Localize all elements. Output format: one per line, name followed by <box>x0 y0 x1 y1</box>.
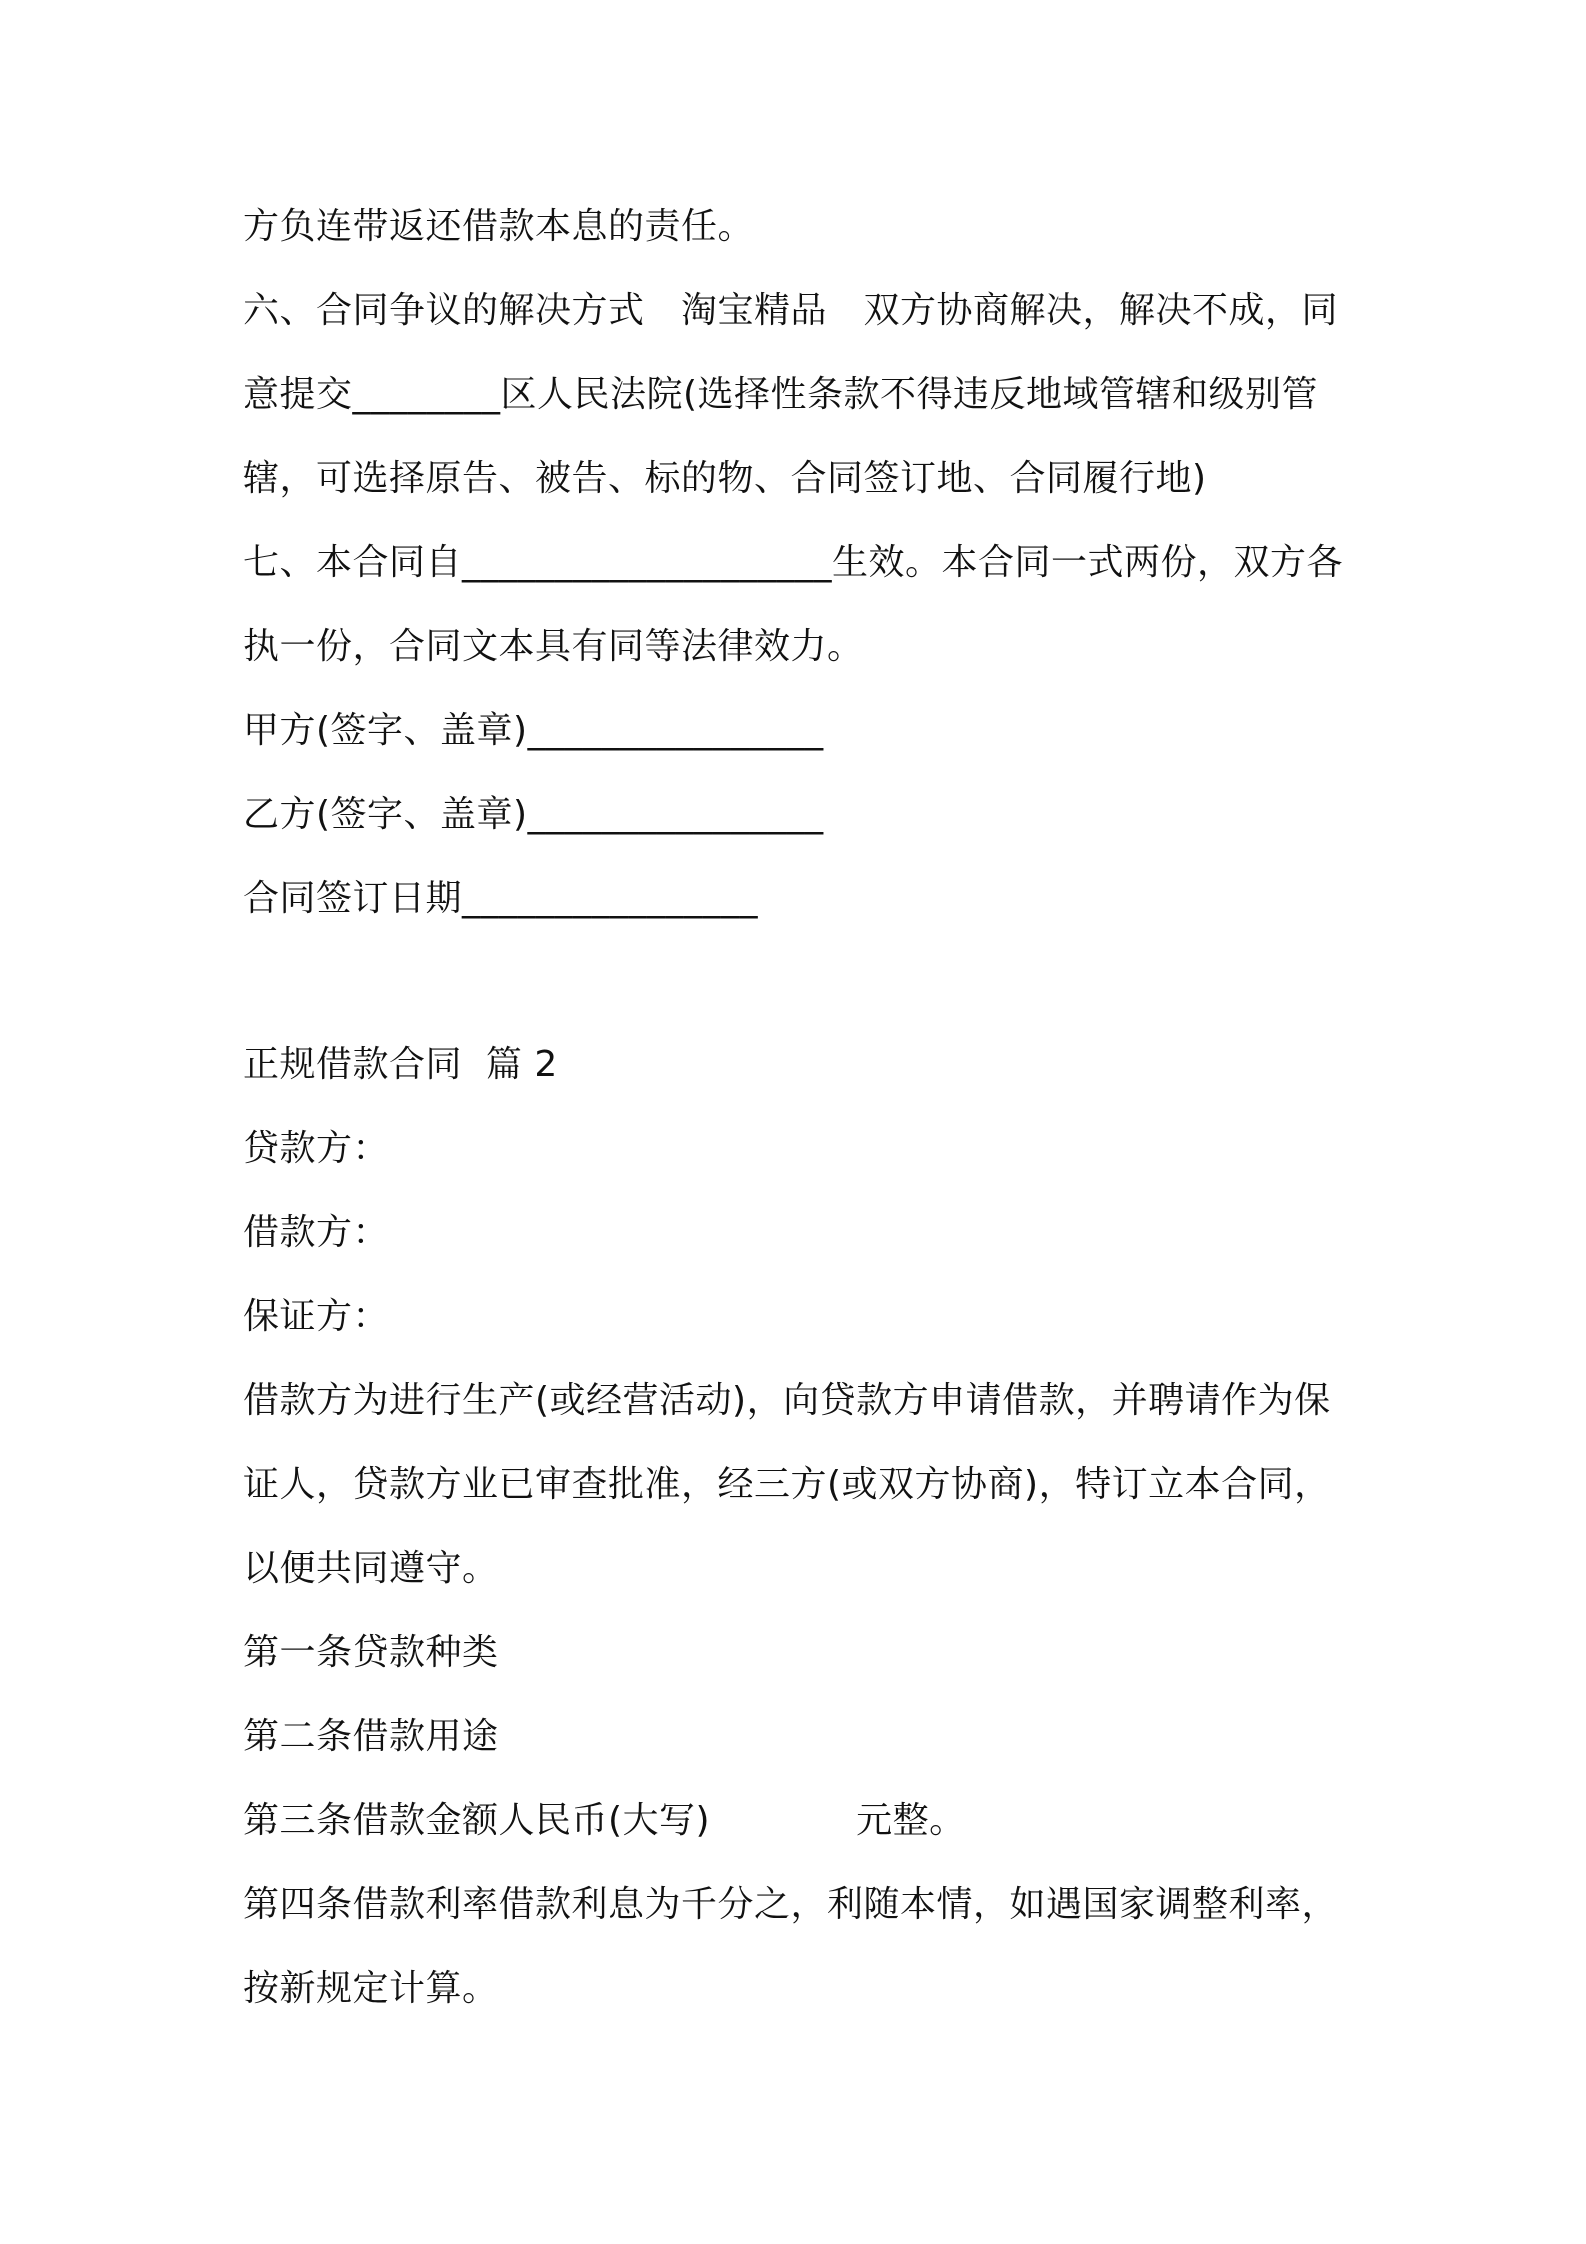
text-line: 七、本合同自____________________生效。本合同一式两份，双方各 <box>243 542 1344 583</box>
text-line: 方负连带返还借款本息的责任。 <box>243 206 755 247</box>
signature-line-party-a: 甲方(签字、盖章)________________ <box>243 710 824 751</box>
borrower-field: 借款方： <box>243 1212 390 1253</box>
text-line: 辖，可选择原告、被告、标的物、合同签订地、合同履行地) <box>243 458 1207 499</box>
text-line: 证人，贷款方业已审查批准，经三方(或双方协商)，特订立本合同， <box>243 1464 1331 1505</box>
signing-date-line: 合同签订日期________________ <box>243 878 759 919</box>
article-3: 第三条借款金额人民币(大写) 元整。 <box>243 1800 966 1841</box>
section-title: 正规借款合同 篇 2 <box>243 1044 558 1085</box>
text-line: 执一份，合同文本具有同等法律效力。 <box>243 626 864 667</box>
text-line: 以便共同遵守。 <box>243 1548 499 1589</box>
text-line: 意提交________区人民法院(选择性条款不得违反地域管辖和级别管 <box>243 374 1319 415</box>
text-line: 六、合同争议的解决方式 淘宝精品 双方协商解决，解决不成，同 <box>243 290 1339 331</box>
article-1: 第一条贷款种类 <box>243 1632 499 1673</box>
text-line: 按新规定计算。 <box>243 1968 499 2009</box>
lender-field: 贷款方： <box>243 1128 390 1169</box>
signature-line-party-b: 乙方(签字、盖章)________________ <box>243 794 824 835</box>
guarantor-field: 保证方： <box>243 1296 390 1337</box>
article-4: 第四条借款利率借款利息为千分之，利随本情，如遇国家调整利率， <box>243 1884 1339 1925</box>
article-2: 第二条借款用途 <box>243 1716 499 1757</box>
text-line: 借款方为进行生产(或经营活动)，向贷款方申请借款，并聘请作为保 <box>243 1380 1331 1421</box>
